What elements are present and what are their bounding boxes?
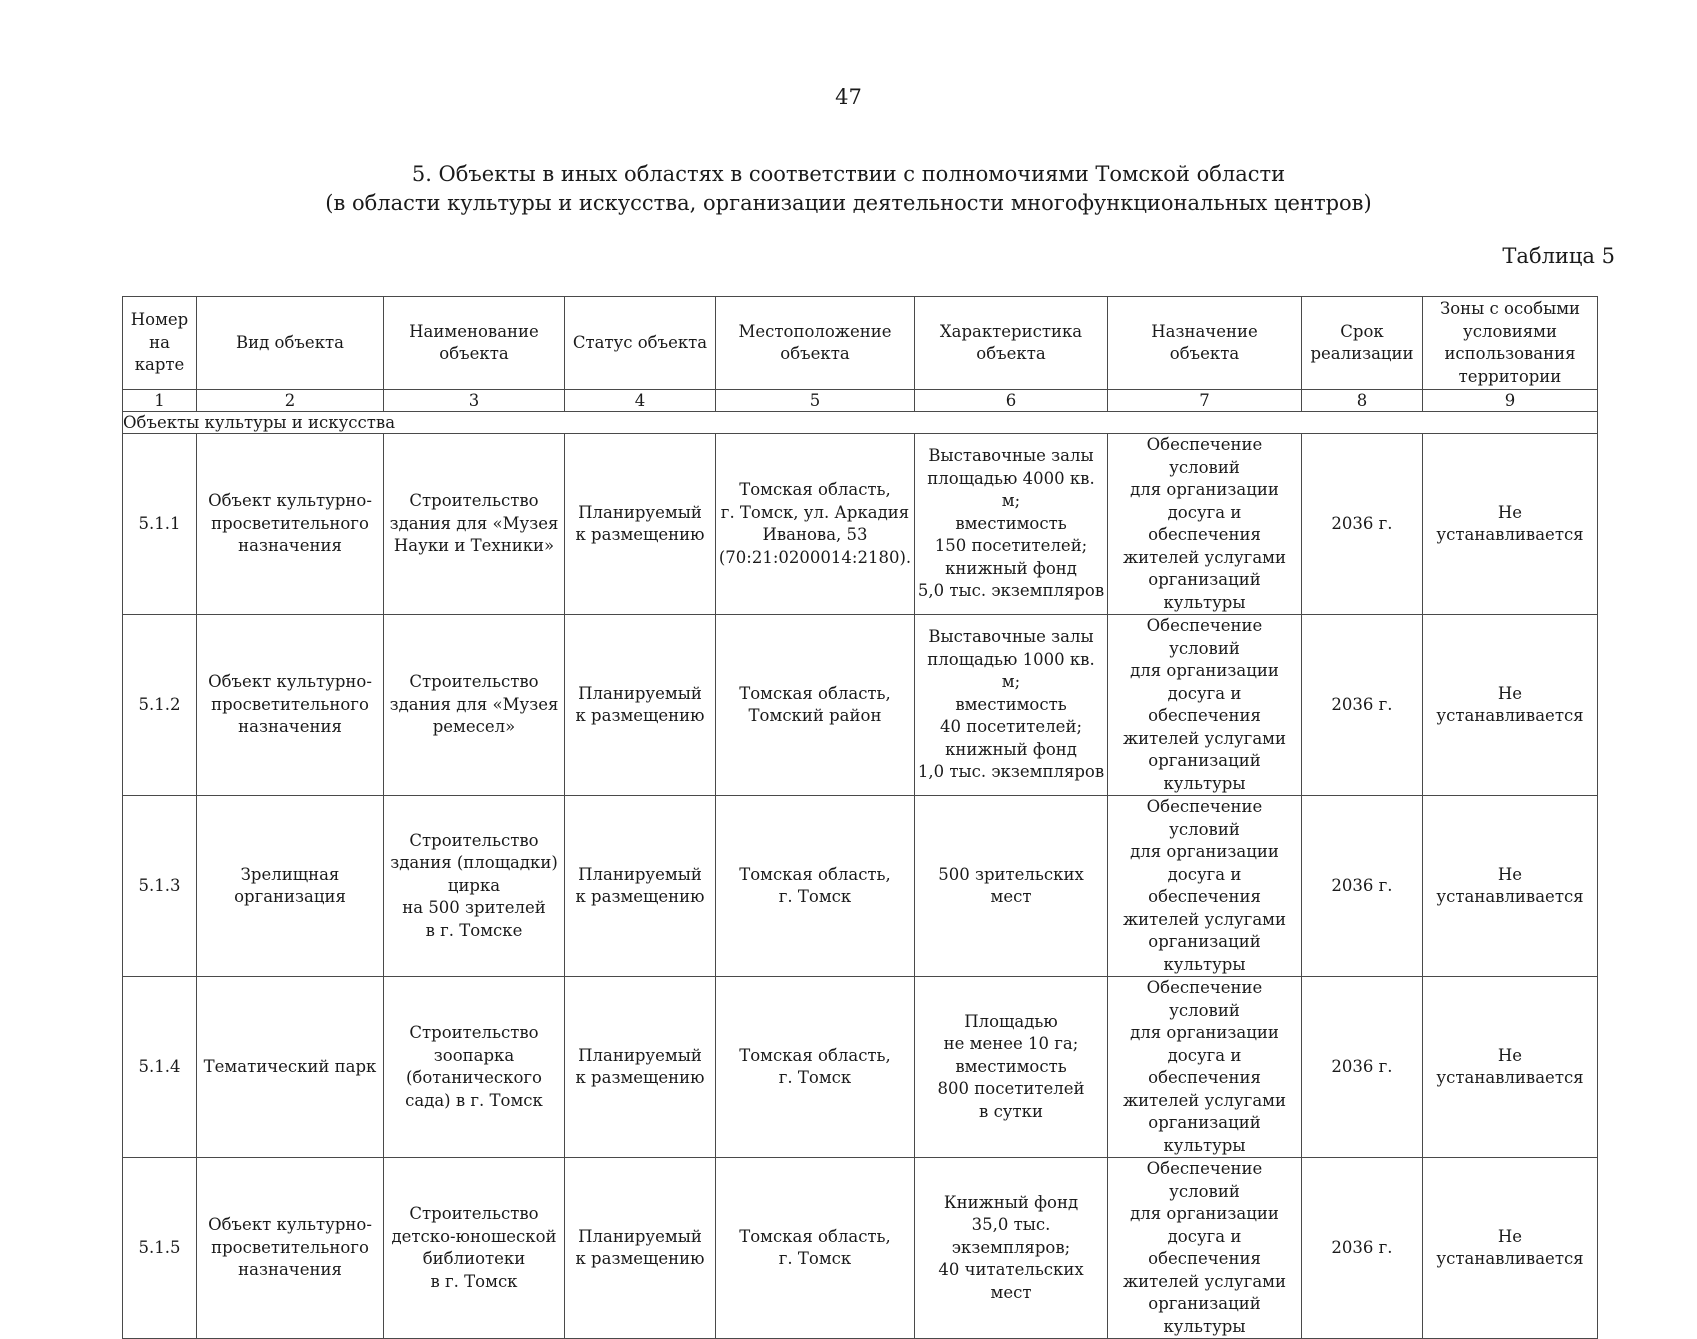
cell-location: Томская область, г. Томск [716,796,915,977]
header-cell-purpose: Назначение объекта [1108,297,1302,390]
cell-special-zones: Не устанавливается [1423,796,1598,977]
column-number: 5 [716,390,915,412]
section-row [123,412,1598,434]
cell-term: 2036 г. [1302,615,1423,796]
cell-characteristics: Площадью не менее 10 га; вместимость 800 посетителей в сутки [915,977,1108,1158]
column-number: 6 [915,390,1108,412]
header-cell-characteristics: Характеристика объекта [915,297,1108,390]
header-cell-special-zones: Зоны с особыми условиями использования территории [1423,297,1598,390]
header-cell-term: Срок реализации [1302,297,1423,390]
table-header-row [123,297,1598,390]
cell-object-type: Тематический парк [197,977,384,1158]
cell-special-zones: Не устанавливается [1423,434,1598,615]
cell-object-status: Планируемый к размещению [565,796,716,977]
cell-term: 2036 г. [1302,977,1423,1158]
cell-map-number: 5.1.1 [123,434,197,615]
table-row [123,615,1598,796]
column-number: 8 [1302,390,1423,412]
cell-map-number: 5.1.2 [123,615,197,796]
table-row [123,977,1598,1158]
column-number: 3 [384,390,565,412]
cell-location: Томская область, г. Томск, ул. Аркадия Иванова, 53 (70:21:0200014:2180). [716,434,915,615]
column-number: 9 [1423,390,1598,412]
column-number: 2 [197,390,384,412]
cell-special-zones: Не устанавливается [1423,1158,1598,1339]
column-number: 1 [123,390,197,412]
cell-purpose: Обеспечение условий для организации досуга и обеспечения жителей услугами организаций культуры [1108,434,1302,615]
cell-purpose: Обеспечение условий для организации досуга и обеспечения жителей услугами организаций культуры [1108,615,1302,796]
cell-object-name: Строительство зоопарка (ботанического сада) в г. Томск [384,977,565,1158]
cell-object-status: Планируемый к размещению [565,977,716,1158]
cell-purpose: Обеспечение условий для организации досуга и обеспечения жителей услугами организаций культуры [1108,1158,1302,1339]
cell-characteristics: Выставочные залы площадью 4000 кв. м; вместимость 150 посетителей; книжный фонд 5,0 тыс. экземпляров [915,434,1108,615]
cell-map-number: 5.1.3 [123,796,197,977]
cell-characteristics: Книжный фонд 35,0 тыс. экземпляров; 40 читательских мест [915,1158,1108,1339]
cell-purpose: Обеспечение условий для организации досуга и обеспечения жителей услугами организаций культуры [1108,796,1302,977]
cell-special-zones: Не устанавливается [1423,615,1598,796]
objects-table [122,296,1598,1339]
cell-object-type: Объект культурно- просветительного назначения [197,1158,384,1339]
cell-object-name: Строительство здания для «Музея Науки и Техники» [384,434,565,615]
table-row [123,434,1598,615]
header-cell-object-type: Вид объекта [197,297,384,390]
cell-special-zones: Не устанавливается [1423,977,1598,1158]
header-cell-map-number: Номер на карте [123,297,197,390]
table-caption: Таблица 5 [1502,244,1615,268]
header-cell-object-status: Статус объекта [565,297,716,390]
cell-map-number: 5.1.4 [123,977,197,1158]
cell-term: 2036 г. [1302,796,1423,977]
cell-characteristics: 500 зрительских мест [915,796,1108,977]
cell-location: Томская область, Томский район [716,615,915,796]
column-number: 4 [565,390,716,412]
title-line-1: 5. Объекты в иных областях в соответствии с полномочиями Томской области [411,162,1286,186]
cell-object-name: Строительство детско-юношеской библиотеки в г. Томск [384,1158,565,1339]
page-title [0,160,1697,218]
page-number: 47 [835,85,862,109]
cell-map-number: 5.1.5 [123,1158,197,1339]
table-row [123,796,1598,977]
cell-object-type: Объект культурно- просветительного назначения [197,615,384,796]
cell-object-status: Планируемый к размещению [565,615,716,796]
cell-characteristics: Выставочные залы площадью 1000 кв. м; вместимость 40 посетителей; книжный фонд 1,0 тыс. экземпляров [915,615,1108,796]
cell-object-type: Объект культурно- просветительного назначения [197,434,384,615]
cell-object-name: Строительство здания (площадки) цирка на 500 зрителей в г. Томске [384,796,565,977]
cell-object-status: Планируемый к размещению [565,434,716,615]
cell-term: 2036 г. [1302,434,1423,615]
cell-object-type: Зрелищная организация [197,796,384,977]
table-row [123,1158,1598,1339]
cell-object-name: Строительство здания для «Музея ремесел» [384,615,565,796]
header-cell-object-name: Наименование объекта [384,297,565,390]
column-number: 7 [1108,390,1302,412]
column-number-row [123,390,1598,412]
cell-location: Томская область, г. Томск [716,1158,915,1339]
cell-purpose: Обеспечение условий для организации досуга и обеспечения жителей услугами организаций культуры [1108,977,1302,1158]
cell-term: 2036 г. [1302,1158,1423,1339]
cell-location: Томская область, г. Томск [716,977,915,1158]
section-label: Объекты культуры и искусства [123,412,1598,434]
header-cell-location: Местоположение объекта [716,297,915,390]
title-line-2: (в области культуры и искусства, организации деятельности многофункциональных центров) [325,191,1372,215]
cell-object-status: Планируемый к размещению [565,1158,716,1339]
